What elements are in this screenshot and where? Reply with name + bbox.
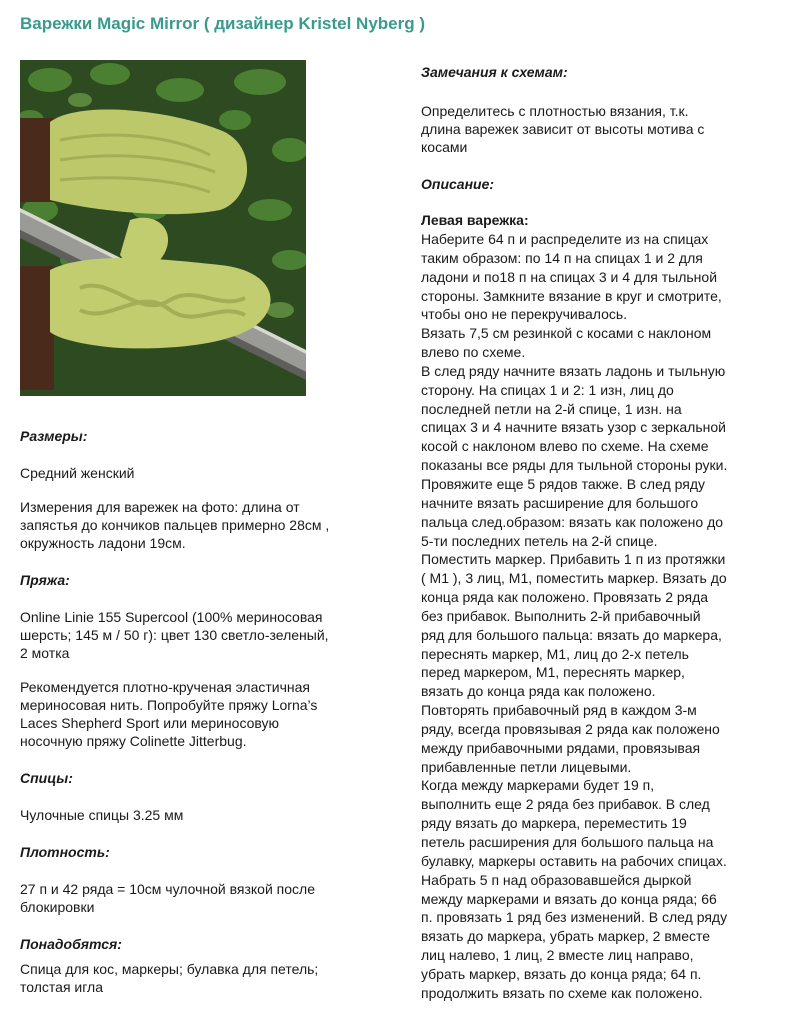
yarn-heading: Пряжа:	[20, 572, 70, 588]
yarn-recommendation: Рекомендуется плотно-крученая эластичная мериносовая нить. Попробуйте пряжу Lorna’s Laces Shepherd Sport или мериносовую носочную пряжу Colinette Jitterbug.	[20, 679, 318, 749]
left-mitten-instructions: Наберите 64 п и распределите из на спицах таким образом: по 14 п на спицах 1 и 2 для ладони и по18 п на спицах 3 и 4 для тыльной стороны. Замкните вязание в круг и смотрите, чтобы оно не перекручивалось. Вязать 7,5 см резинкой с косами с наклоном влево по схеме. В след ряду начните вязать ладонь и тыльную сторону. На спицах 1 и 2: 1 изн, лиц до последней петли на 2-й спице, 1 изн. на спицах 3 и 4 начните вязать узор с зеркальной косой с наклоном влево по схеме. На схеме показаны все ряды для тыльной стороны руки. Провяжите еще 5 рядов также. В след ряду начните вязать расширение для большого пальца след.образом: вязать как положено до 5-ти последних петель на 2-й спице. Поместить маркер. Прибавить 1 п из протяжки ( М1 ), 3 лиц, М1, поместить маркер. Вязать до конца ряда как положено. Провязать 2 ряда без прибавок. Выполнить 2-й прибавочный ряд для большого пальца: вязать до маркера, переснять маркер, М1, лиц до 2-х петель перед маркером, М1, переснять маркер, вязать до конца ряда как положено. Повторять прибавочный ряд в каждом 3-м ряду, всегда провязывая 2 ряда как положено между прибавочными рядами, провязывая прибавленные петли лицевыми. Когда между маркерами будет 19 п, выполнить еще 2 ряда без прибавок. В след ряду вязать до маркера, переместить 19 петель расширения для большого пальца на булавку, маркеры оставить на рабочих спицах. Набрать 5 п над образовавшейся дыркой между маркерами и вязать до конца ряда; 66 п. провязать 1 ряд без изменений. В след ряду вязать до маркера, убрать маркер, 2 вместе лиц налево, 1 лиц, 2 вместе лиц направо, убрать маркер, вязать до конца ряда; 64 п. продолжить вязать по схеме как положено.	[421, 231, 728, 1001]
notes-text: Определитесь с плотностью вязания, т.к. длина варежек зависит от высоты мотива с косами	[421, 103, 705, 155]
measurements-text: Измерения для варежек на фото: длина от запястья до кончиков пальцев примерно 28см , окружность ладони 19см.	[20, 499, 330, 551]
sizes-heading: Размеры:	[20, 428, 88, 444]
left-mitten-heading: Левая варежка:	[421, 212, 529, 228]
specs-column	[20, 428, 392, 996]
needles-heading: Спицы:	[20, 770, 73, 786]
description-heading: Описание:	[421, 176, 495, 192]
instructions-column	[421, 64, 781, 1003]
mittens-photo	[20, 60, 306, 396]
gauge-text: 27 п и 42 ряда = 10см чулочной вязкой после блокировки	[20, 881, 316, 915]
sizes-text: Средний женский	[20, 465, 135, 481]
notions-heading: Понадобятся:	[20, 936, 122, 952]
needles-text: Чулочные спицы 3.25 мм	[20, 807, 184, 823]
page-title: Варежки Magic Mirror ( дизайнер Kristel Nyberg )	[20, 14, 425, 33]
notes-heading: Замечания к схемам:	[421, 64, 568, 80]
yarn-text: Online Linie 155 Supercool (100% мериносовая шерсть; 145 м / 50 г): цвет 130 светло-зеленый, 2 мотка	[20, 609, 329, 661]
notions-text: Спица для кос, маркеры; булавка для петель; толстая игла	[20, 961, 319, 995]
gauge-heading: Плотность:	[20, 844, 110, 860]
